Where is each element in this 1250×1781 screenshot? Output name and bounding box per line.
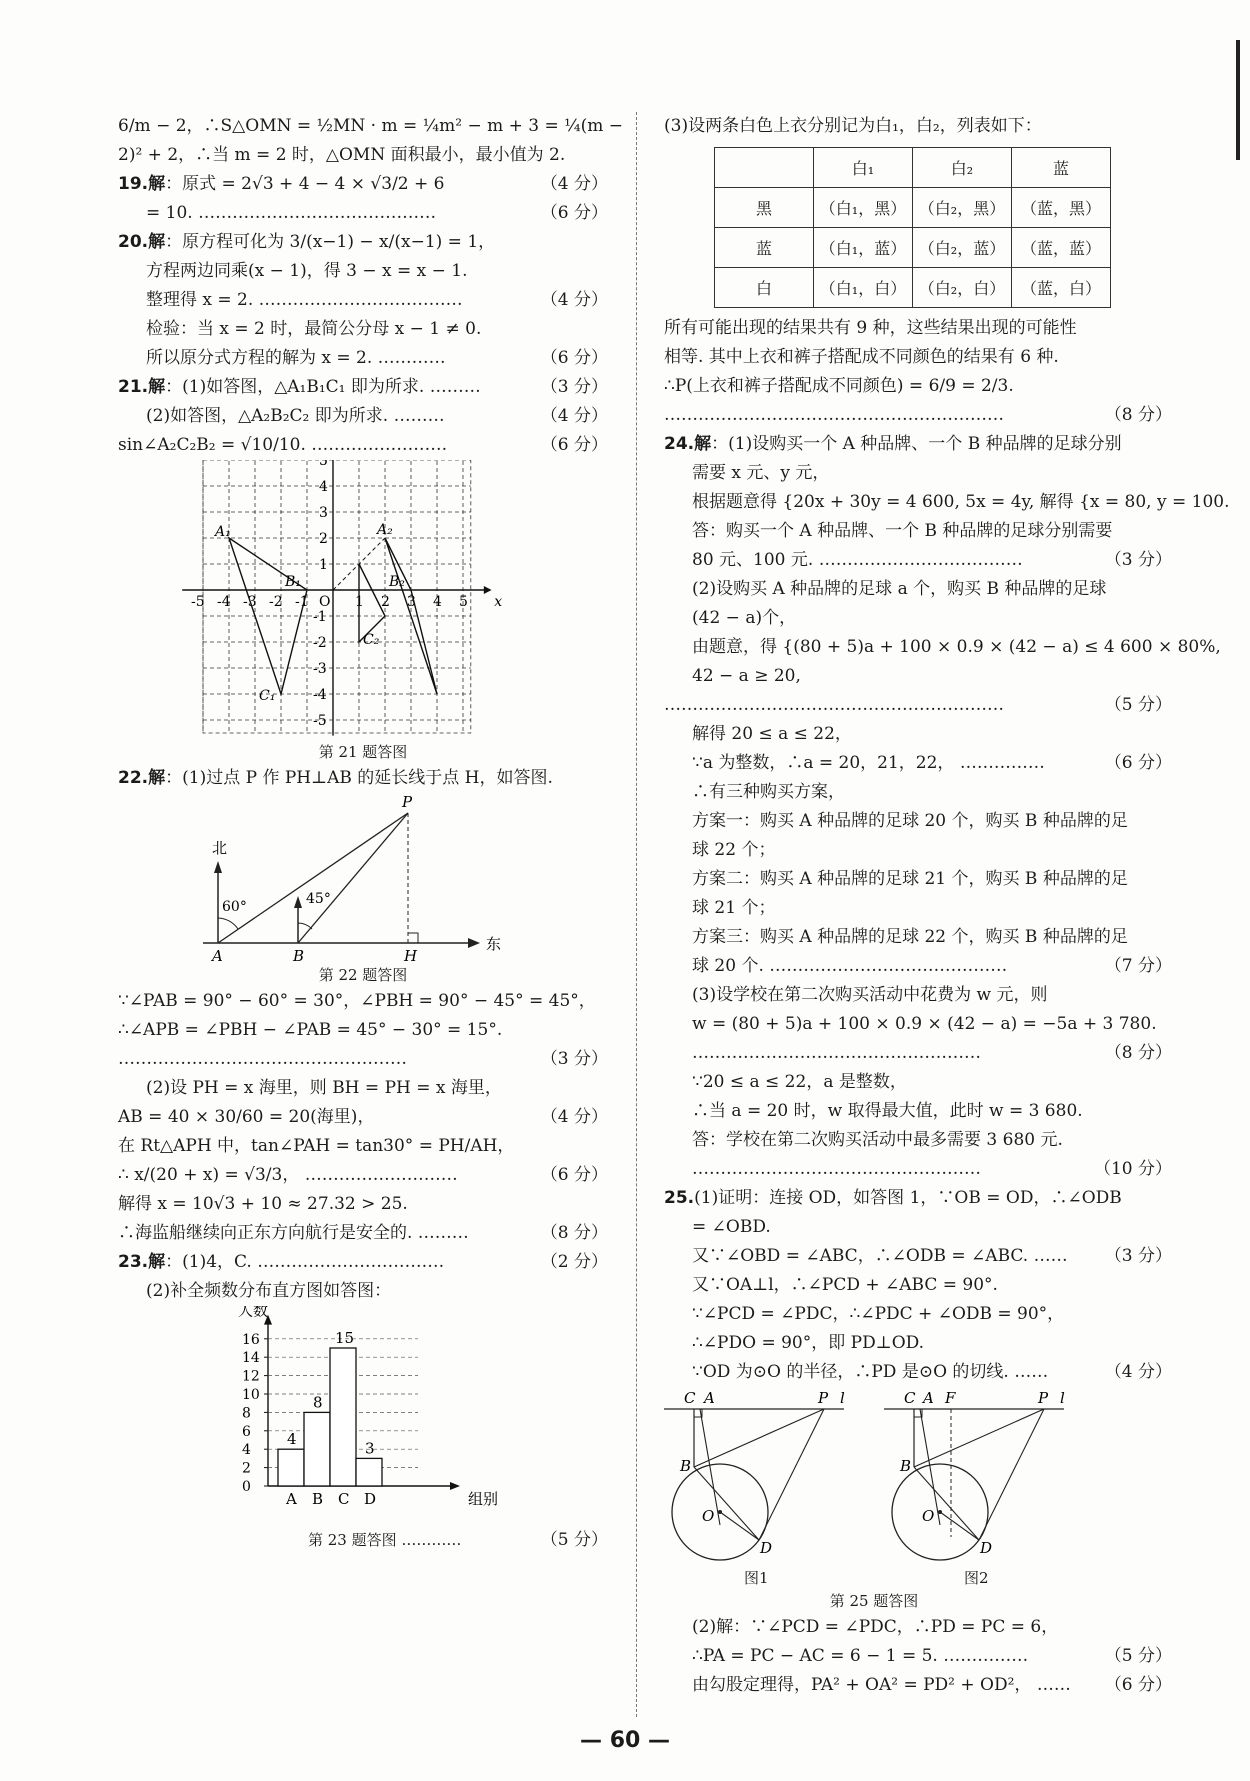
line-text: 根据题意得 {20x + 30y = 4 600, 5x = 4y, 解得 {x = 80, y = 100. [692,492,1230,512]
left-column [118,112,624,1555]
y-tick-label: 4 [319,479,328,495]
line-text: ：原方程可化为 3/(x−1) − x/(x−1) = 1， [165,232,496,252]
histogram-bar [278,1449,304,1486]
table-cell: 蓝 [715,228,814,268]
x-tick-label: -4 [217,594,231,610]
x-tick-label: 3 [407,594,416,610]
score-mark: （6 分） [540,435,608,455]
text-line [664,1126,1172,1155]
bar-value-label: 3 [365,1439,375,1458]
figure-23 [118,1306,608,1526]
line-text: ∵20 ≤ a ≤ 22，a 是整数， [692,1072,907,1092]
frequency-histogram [118,1306,608,1526]
score-mark: （4 分） [540,290,608,310]
outcome-table [714,147,1111,308]
table-row [715,188,1111,228]
text-line [664,459,1172,488]
score-mark: （3 分） [540,1049,608,1069]
figure-25-subcaptions [664,1567,1172,1589]
line-text: (42 − a)个， [692,608,797,628]
vertex-label: A₂ [377,522,393,538]
line-text: 2)² + 2，∴当 m = 2 时，△OMN 面积最小，最小值为 2. [118,145,566,165]
fig1-l-label: l [840,1389,845,1407]
text-line [664,546,1172,575]
figure-22 [118,793,608,963]
line-text: ∴∠APB = ∠PBH − ∠PAB = 45° − 30° = 15°. [118,1020,503,1040]
point-a-label: A [212,947,223,963]
category-label: B [312,1490,324,1508]
line-text: 答：学校在第二次购买活动中最多需要 3 680 元. [692,1130,1063,1150]
score-mark: （3 分） [540,377,608,397]
y-tick-label: 16 [242,1331,260,1348]
x-tick-label: 1 [355,594,364,610]
line-text: ∴海监船继续向正东方向航行是安全的. ……… [118,1223,469,1243]
fig2-f-label: F [945,1389,956,1407]
fig2-a-label: A [923,1389,934,1407]
fig2-d-label: D [980,1539,993,1557]
solution-keyword: 解 [148,377,166,397]
table-cell: （蓝，蓝） [1012,228,1111,268]
score-mark: （6 分） [1104,753,1172,773]
table-cell: （白₂，蓝） [913,228,1012,268]
line-text: w = (80 + 5)a + 100 × 0.9 × (42 − a) = −5a + 3 780. [692,1014,1157,1034]
y-tick-label: 10 [242,1387,260,1403]
table-cell: （白₁，黑） [814,188,913,228]
table-cell: （白₂，白） [913,268,1012,308]
text-line [664,1039,1172,1068]
y-tick-label: -4 [313,687,327,703]
line-text: ∵OD 为⊙O 的半径，∴PD 是⊙O 的切线. …… [692,1362,1049,1382]
line-text: 在 Rt△APH 中，tan∠PAH = tan30° = PH/AH， [118,1136,515,1156]
line-text: 所以原分式方程的解为 x = 2. ………… [146,348,446,368]
bearing-diagram [118,793,608,963]
histogram-bar [330,1348,356,1486]
question-number: 20. [118,232,149,252]
line-text: …………………………………………………… [664,405,1004,425]
x-tick-label: O [319,594,331,610]
angle-60-label: 60° [222,899,247,915]
vertex-label: C₂ [363,632,380,648]
line-text: ∴∠PDO = 90°，即 PD⊥OD. [692,1333,925,1353]
solution-keyword: 解 [148,174,166,194]
y-tick-label: 5 [319,460,328,469]
text-line [118,764,608,793]
line-text: ∵∠PAB = 90° − 60° = 30°，∠PBH = 90° − 45° = 45°， [118,991,596,1011]
point-p-label: P [402,793,413,811]
score-mark: （6 分） [1104,1675,1172,1695]
x-tick-label: 4 [433,594,442,610]
text-line [664,430,1172,459]
line-text: sin∠A₂C₂B₂ = √10/10. …………………… [118,435,448,455]
text-line [664,1213,1172,1242]
fig2-o-label: O [922,1507,935,1525]
question-number: 24. [664,434,695,454]
text-line [664,865,1172,894]
text-line [118,286,608,315]
y-tick-label: 3 [319,505,328,521]
y-tick-label: 4 [242,1442,251,1459]
text-line [118,257,608,286]
x-tick-label: 2 [381,594,390,610]
line-text: ∴有三种购买方案， [692,782,845,802]
figure-25 [664,1387,1172,1567]
text-line [118,199,608,228]
fig1-b-label: B [680,1457,692,1475]
table-header-cell: 白₂ [913,148,1012,188]
line-text: AB = 40 × 30/60 = 20(海里)， [118,1107,375,1127]
y-tick-label: 2 [242,1460,251,1477]
table-header-cell [715,148,814,188]
text-line [664,314,1172,343]
text-line [118,1074,608,1103]
score-mark: （4 分） [540,406,608,426]
vertex-label: A₁ [215,524,231,540]
text-line [118,402,608,431]
east-label: 东 [486,935,502,953]
score-mark: （10 分） [1093,1159,1172,1179]
text-line [664,1271,1172,1300]
text-line [118,373,608,402]
text-line [664,1358,1172,1387]
x-tick-label: -5 [191,594,205,610]
text-line [664,1097,1172,1126]
figure-23-score: （5 分） [540,1530,608,1550]
question-number: 25. [664,1188,695,1208]
point-b-label: B [293,947,305,963]
text-line [664,1642,1172,1671]
line-text: 6/m − 2，∴S△OMN = ½MN · m = ¼m² − m + 3 = ¼(m − [118,116,624,136]
text-line [118,344,608,373]
text-line [664,372,1172,401]
text-line [118,1161,608,1190]
text-line [664,836,1172,865]
text-line [664,749,1172,778]
q22-lines-block [118,764,608,793]
table-cell: （白₂，黑） [913,188,1012,228]
figure-21-caption: 第 21 题答图 [318,743,408,761]
line-text: …………………………………………… [692,1159,981,1179]
y-tick-label: 1 [319,557,328,573]
score-mark: （8 分） [540,1223,608,1243]
score-mark: （2 分） [540,1252,608,1272]
solution-keyword: 解 [148,1252,166,1272]
line-text: 球 22 个； [692,840,776,860]
solution-keyword: 解 [694,434,712,454]
line-text: …………………………………………… [118,1049,407,1069]
vertex-label: B₂ [389,574,405,590]
figure-22-caption: 第 22 题答图 [318,966,408,984]
line-text: 又∵OA⊥l，∴∠PCD + ∠ABC = 90°. [692,1275,998,1295]
line-text: 方案三：购买 A 种品牌的足球 22 个，购买 B 种品牌的足 [692,927,1128,947]
text-line [118,141,608,170]
y-tick-label: -2 [313,635,327,651]
figure-21 [118,460,608,740]
text-line [664,1671,1172,1700]
x-tick-label: -3 [243,594,257,610]
table-header-cell: 白₁ [814,148,913,188]
line-text: …………………………………………………… [664,695,1004,715]
question-number: 23. [118,1252,149,1272]
table-cell: 白 [715,268,814,308]
right-lines-block [664,314,1230,1387]
column-divider [636,112,637,1717]
figure-23-caption-line [118,1526,608,1555]
bar-value-label: 15 [335,1329,355,1347]
y-tick-label: -3 [313,661,327,677]
text-line [118,1277,608,1306]
text-line [664,1613,1172,1642]
text-line [664,604,1172,633]
text-line [664,894,1172,923]
text-line [664,981,1172,1010]
fig2-c-label: C [904,1389,916,1407]
score-mark: （4 分） [540,1107,608,1127]
histogram-bar [356,1458,382,1486]
text-line [118,1190,608,1219]
line-text: (2)如答图，△A₂B₂C₂ 即为所求. ……… [146,406,445,426]
table-header-row [715,148,1111,188]
text-line [664,1184,1172,1213]
fig1-a-label: A [704,1389,715,1407]
table-cell: （蓝，白） [1012,268,1111,308]
fig1-o-label: O [702,1507,715,1525]
vertex-label: B₁ [285,574,301,590]
line-text: (2)设购买 A 种品牌的足球 a 个，购买 B 种品牌的足球 [692,579,1107,599]
line-text: 球 21 个； [692,898,776,918]
histogram-bar [304,1412,330,1486]
text-line [664,952,1172,981]
right-column [664,112,1230,1700]
text-line [664,778,1172,807]
line-text: 又∵∠OBD = ∠ABC，∴∠ODB = ∠ABC. …… [692,1246,1068,1266]
line-text: 相等. 其中上衣和裤子搭配成不同颜色的结果有 6 种. [664,347,1059,367]
point-h-label: H [404,947,418,963]
score-mark: （6 分） [540,203,608,223]
figure-25-caption: 第 25 题答图 [829,1592,919,1610]
q22b-lines-block [118,987,608,1306]
line-text: 方程两边同乘(x − 1)，得 3 − x = x − 1. [146,261,468,281]
text-line [118,1016,608,1045]
y-tick-label: 8 [242,1405,251,1422]
score-mark: （8 分） [1104,1043,1172,1063]
text-line [664,575,1172,604]
line-text: ∴P(上衣和裤子搭配成不同颜色) = 6/9 = 2/3. [664,376,1014,396]
y-tick-label: 0 [242,1479,251,1495]
text-line [664,1329,1172,1358]
page-number: — 60 — [580,1728,670,1753]
line-text: = ∠OBD. [692,1217,771,1237]
table-cell: （蓝，黑） [1012,188,1111,228]
line-text: (2)设 PH = x 海里，则 BH = PH = x 海里， [146,1078,502,1098]
q23-part3-line: (3)设两条白色上衣分别记为白₁，白₂，列表如下： [664,116,1042,136]
line-text: 所有可能出现的结果共有 9 种，这些结果出现的可能性 [664,318,1077,338]
line-text: 80 元、100 元. ……………………………… [692,550,1023,570]
x-axis-label: x [494,594,503,610]
line-text: 方案一：购买 A 种品牌的足球 20 个，购买 B 种品牌的足 [692,811,1128,831]
fig1-p-label: P [818,1389,829,1407]
table-cell: （白₁，白） [814,268,913,308]
line-text: ：(1)过点 P 作 PH⊥AB 的延长线于点 H，如答图. [165,768,553,788]
y-tick-label: 2 [319,531,328,547]
text-line [118,431,608,460]
fig1-c-label: C [684,1389,696,1407]
text-line [664,401,1172,430]
x-tick-label: -1 [295,594,309,610]
line-text: 需要 x 元、y 元， [692,463,830,483]
line-text: ∴ x/(20 + x) = √3/3， ……………………… [118,1165,458,1185]
text-line [664,1010,1172,1039]
line-text: ∴PA = PC − AC = 6 − 1 = 5. …………… [692,1646,1029,1666]
y-tick-label: 14 [242,1350,260,1367]
line-text: 球 20 个. …………………………………… [692,956,1008,976]
category-label: D [364,1490,377,1508]
table-row [715,228,1111,268]
category-label: C [338,1490,350,1508]
fig2-caption: 图2 [964,1569,989,1587]
y-tick-label: -5 [313,713,327,729]
table-cell: （白₁，蓝） [814,228,913,268]
table-row [715,268,1111,308]
score-mark: （5 分） [1104,695,1172,715]
fig1-caption: 图1 [744,1569,769,1587]
text-line [664,720,1172,749]
tail-lines-block [664,1613,1172,1700]
x-tick-label: -2 [269,594,283,610]
table-header-cell: 蓝 [1012,148,1111,188]
fig2-p-label: P [1038,1389,1049,1407]
text-line [664,488,1230,517]
score-mark: （8 分） [1104,405,1172,425]
text-line [118,112,624,141]
text-line [664,517,1172,546]
text-line [664,1068,1172,1097]
angle-45-label: 45° [306,891,331,907]
line-text: ∵a 为整数，∴a = 20，21，22， …………… [692,753,1045,773]
fig2-l-label: l [1060,1389,1065,1407]
text-line [118,1219,608,1248]
text-line [664,1155,1172,1184]
score-mark: （7 分） [1104,956,1172,976]
text-line [664,691,1172,720]
bar-value-label: 8 [313,1393,323,1412]
page-edge-mark [1236,40,1240,160]
line-text: 由勾股定理得，PA² + OA² = PD² + OD²， …… [692,1675,1071,1695]
y-axis-label: 人数 [238,1306,269,1320]
circle-tangent-diagram [664,1387,1172,1567]
line-text: …………………………………………… [692,1043,981,1063]
y-tick-label: 12 [242,1368,260,1385]
solution-keyword: 解 [148,768,166,788]
bar-value-label: 4 [287,1430,297,1449]
text-line [118,228,608,257]
table-cell: 黑 [715,188,814,228]
text-line [118,170,608,199]
line-text: 检验：当 x = 2 时，最简公分母 x − 1 ≠ 0. [146,319,482,339]
text-line [118,1132,608,1161]
figure-23-caption: 第 23 题答图 ………… [308,1531,462,1549]
text-line [664,1300,1172,1329]
line-text: ：(1)如答图，△A₁B₁C₁ 即为所求. ……… [165,377,481,397]
question-number: 19. [118,174,149,194]
line-text: ：原式 = 2√3 + 4 − 4 × √3/2 + 6 [165,174,445,194]
line-text: 整理得 x = 2. ……………………………… [146,290,463,310]
fig1-d-label: D [760,1539,773,1557]
line-text: 答：购买一个 A 种品牌、一个 B 种品牌的足球分别需要 [692,521,1113,541]
text-line [118,1248,608,1277]
line-text: (3)设学校在第二次购买活动中花费为 w 元，则 [692,985,1048,1005]
x-axis-label: 组别 [468,1490,499,1508]
line-text: (1)证明：连接 OD，如答图 1，∵OB = OD，∴∠ODB [694,1188,1122,1208]
y-tick-label: -1 [313,609,327,625]
solution-keyword: 解 [148,232,166,252]
score-mark: （3 分） [1104,1246,1172,1266]
text-line [118,1103,608,1132]
page-number-value: 60 [609,1728,641,1753]
line-text: 解得 20 ≤ a ≤ 22， [692,724,852,744]
text-line [664,662,1172,691]
score-mark: （4 分） [540,174,608,194]
line-text: 方案二：购买 A 种品牌的足球 21 个，购买 B 种品牌的足 [692,869,1128,889]
left-lines-block [118,112,624,460]
text-line [118,987,608,1016]
line-text: ：(1)设购买一个 A 种品牌、一个 B 种品牌的足球分别 [711,434,1122,454]
coordinate-grid-figure [118,460,608,740]
north-label: 北 [212,839,228,857]
category-label: A [286,1490,297,1508]
text-line [664,923,1172,952]
text-line [664,807,1172,836]
question-number: 21. [118,377,149,397]
line-text: ∵∠PCD = ∠PDC，∴∠PDC + ∠ODB = 90°， [692,1304,1065,1324]
fig2-b-label: B [900,1457,912,1475]
line-text: 42 − a ≥ 20, [692,666,801,686]
vertex-label: C₁ [259,688,276,704]
line-text: (2)补全频数分布直方图如答图： [146,1281,392,1301]
line-text: 解得 x = 10√3 + 10 ≈ 27.32 > 25. [118,1194,408,1214]
text-line [118,315,608,344]
text-line [664,633,1221,662]
text-line [664,343,1172,372]
score-mark: （6 分） [540,348,608,368]
line-text: ：(1)4，C. …………………………… [165,1252,445,1272]
text-line [118,1045,608,1074]
score-mark: （4 分） [1104,1362,1172,1382]
line-text: = 10. …………………………………… [146,203,437,223]
score-mark: （5 分） [1104,1646,1172,1666]
line-text: 由题意，得 {(80 + 5)a + 100 × 0.9 × (42 − a) ≤ 4 600 × 80%, [692,637,1221,657]
score-mark: （6 分） [540,1165,608,1185]
x-tick-label: 5 [459,594,468,610]
text-line [664,1242,1172,1271]
y-tick-label: 6 [242,1423,251,1440]
line-text: (2)解：∵∠PCD = ∠PDC，∴PD = PC = 6， [692,1617,1059,1637]
score-mark: （3 分） [1104,550,1172,570]
question-number: 22. [118,768,149,788]
line-text: ∴当 a = 20 时，w 取得最大值，此时 w = 3 680. [692,1101,1083,1121]
